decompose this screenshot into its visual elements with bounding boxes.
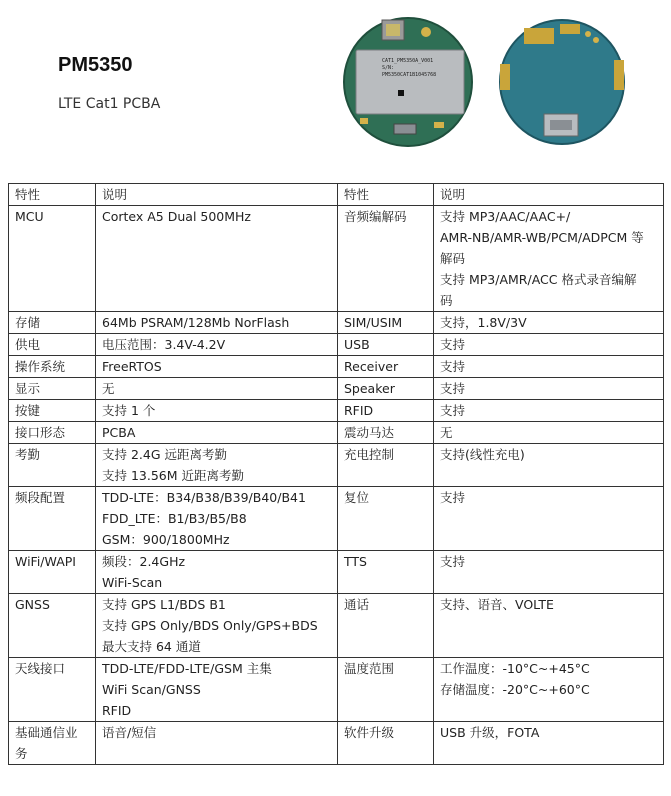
feature-name-cell: 软件升级: [338, 722, 434, 765]
feature-name-cell: 按键: [9, 400, 96, 422]
table-row: [9, 206, 664, 312]
table-row: [9, 487, 664, 551]
feature-desc-cell: [434, 551, 664, 594]
feature-desc-cell-line: 64Mb PSRAM/128Mb NorFlash: [102, 315, 290, 330]
feature-desc-cell: [96, 356, 338, 378]
feature-desc-cell-line: 支持: [440, 554, 466, 569]
feature-name-cell: 供电: [9, 334, 96, 356]
feature-desc-cell: [96, 594, 338, 658]
feature-desc-cell-line: FDD_LTE：B1/B3/B5/B8: [102, 511, 247, 526]
header-cell: 说明: [434, 184, 664, 206]
product-title: PM5350: [58, 54, 133, 76]
feature-name-cell: 通话: [338, 594, 434, 658]
feature-name-cell: MCU: [9, 206, 96, 312]
feature-desc-cell-line: 支持 GPS L1/BDS B1: [102, 597, 226, 612]
feature-name-cell: 显示: [9, 378, 96, 400]
feature-desc-cell-line: 无: [440, 425, 453, 440]
svg-text:PM5350CAT1B1045768: PM5350CAT1B1045768: [382, 72, 437, 78]
feature-desc-cell: [96, 400, 338, 422]
feature-desc-cell: [434, 658, 664, 722]
feature-name-cell: 温度范围: [338, 658, 434, 722]
feature-desc-cell-line: PCBA: [102, 425, 136, 440]
table-row: [9, 722, 664, 765]
feature-name-cell: TTS: [338, 551, 434, 594]
feature-name-cell: GNSS: [9, 594, 96, 658]
feature-desc-cell-line: 频段：2.4GHz: [102, 554, 186, 569]
feature-desc-cell-line: GSM：900/1800MHz: [102, 532, 230, 547]
table-row: [9, 444, 664, 487]
feature-desc-cell: [96, 658, 338, 722]
feature-desc-cell-line: 支持 MP3/AMR/ACC 格式录音编解: [440, 272, 637, 287]
feature-name-cell: 充电控制: [338, 444, 434, 487]
feature-name-cell: WiFi/WAPI: [9, 551, 96, 594]
table-row: [9, 334, 664, 356]
feature-name-cell: 复位: [338, 487, 434, 551]
feature-desc-cell: [96, 206, 338, 312]
table-row: [9, 658, 664, 722]
feature-desc-cell-line: WiFi Scan/GNSS: [102, 682, 201, 697]
feature-desc-cell: [434, 487, 664, 551]
feature-desc-cell-line: 支持 1 个: [102, 403, 156, 418]
table-row: [9, 400, 664, 422]
feature-desc-cell: [434, 312, 664, 334]
feature-name-cell: Receiver: [338, 356, 434, 378]
table-row: [9, 594, 664, 658]
feature-desc-cell: [96, 422, 338, 444]
feature-desc-cell: [96, 378, 338, 400]
header-cell: 特性: [338, 184, 434, 206]
feature-desc-cell: [96, 312, 338, 334]
feature-name-cell: 音频编解码: [338, 206, 434, 312]
feature-desc-cell: [96, 334, 338, 356]
feature-desc-cell: [434, 206, 664, 312]
feature-desc-cell-line: 无: [102, 381, 115, 396]
feature-desc-cell-line: 支持: [440, 403, 466, 418]
feature-name-cell: 天线接口: [9, 658, 96, 722]
feature-desc-cell: [434, 722, 664, 765]
feature-desc-cell: [96, 722, 338, 765]
feature-desc-cell-line: TDD-LTE：B34/B38/B39/B40/B41: [102, 490, 306, 505]
feature-desc-cell-line: 支持: [440, 490, 466, 505]
feature-desc-cell-line: USB 升级，FOTA: [440, 725, 540, 740]
pcba-back-photo: [492, 10, 632, 150]
feature-desc-cell-line: 支持，1.8V/3V: [440, 315, 527, 330]
feature-desc-cell-line: RFID: [102, 703, 132, 718]
svg-text:S/N:: S/N:: [382, 65, 395, 71]
feature-desc-cell-line: Cortex A5 Dual 500MHz: [102, 209, 251, 224]
feature-desc-cell: [434, 422, 664, 444]
feature-desc-cell-line: 支持: [440, 359, 466, 374]
feature-desc-cell: [434, 400, 664, 422]
feature-desc-cell: [96, 551, 338, 594]
product-subtitle: LTE Cat1 PCBA: [58, 96, 161, 112]
spec-table: [8, 183, 664, 765]
feature-name-cell: Speaker: [338, 378, 434, 400]
feature-desc-cell-line: 码: [440, 293, 453, 308]
feature-desc-cell: [434, 444, 664, 487]
feature-name-cell: USB: [338, 334, 434, 356]
feature-desc-cell-line: TDD-LTE/FDD-LTE/GSM 主集: [102, 661, 272, 676]
svg-text:CAT1_PM5350A_V001: CAT1_PM5350A_V001: [382, 58, 434, 64]
feature-name-cell: SIM/USIM: [338, 312, 434, 334]
header-cell: 特性: [9, 184, 96, 206]
feature-desc-cell-line: 支持 GPS Only/BDS Only/GPS+BDS: [102, 618, 318, 633]
feature-desc-cell: [434, 378, 664, 400]
feature-desc-cell: [96, 487, 338, 551]
table-row: [9, 356, 664, 378]
table-row: [9, 422, 664, 444]
feature-desc-cell-line: 电压范围：3.4V-4.2V: [102, 337, 226, 352]
feature-name-cell: 存储: [9, 312, 96, 334]
pcba-front-photo: [338, 10, 478, 150]
feature-desc-cell-line: FreeRTOS: [102, 359, 162, 374]
feature-desc-cell-line: AMR-NB/AMR-WB/PCM/ADPCM 等: [440, 230, 644, 245]
feature-desc-cell-line: 支持(线性充电): [440, 447, 525, 462]
feature-name-cell: 基础通信业务: [9, 722, 96, 765]
table-row: [9, 551, 664, 594]
feature-desc-cell: [434, 356, 664, 378]
feature-desc-cell-line: 最大支持 64 通道: [102, 639, 201, 654]
header-cell: 说明: [96, 184, 338, 206]
feature-desc-cell-line: 支持 MP3/AAC/AAC+/: [440, 209, 571, 224]
feature-desc-cell: [96, 444, 338, 487]
table-row: [9, 378, 664, 400]
table-row: [9, 312, 664, 334]
feature-desc-cell-line: 工作温度：-10°C~+45°C: [440, 661, 590, 676]
feature-name-cell: 频段配置: [9, 487, 96, 551]
feature-desc-cell-line: 支持: [440, 337, 466, 352]
feature-name-cell: 考勤: [9, 444, 96, 487]
feature-desc-cell-line: 解码: [440, 251, 466, 266]
feature-desc-cell-line: 存储温度：-20°C~+60°C: [440, 682, 590, 697]
feature-desc-cell-line: 支持 2.4G 远距离考勤: [102, 447, 228, 462]
table-header-row: [9, 184, 664, 206]
feature-desc-cell: [434, 594, 664, 658]
feature-name-cell: 操作系统: [9, 356, 96, 378]
feature-name-cell: RFID: [338, 400, 434, 422]
feature-desc-cell-line: 支持、语音、VOLTE: [440, 597, 554, 612]
feature-desc-cell-line: 支持: [440, 381, 466, 396]
feature-name-cell: 震动马达: [338, 422, 434, 444]
feature-name-cell: 接口形态: [9, 422, 96, 444]
feature-desc-cell-line: WiFi-Scan: [102, 575, 163, 590]
feature-desc-cell-line: 支持 13.56M 近距离考勤: [102, 468, 245, 483]
feature-desc-cell: [434, 334, 664, 356]
feature-desc-cell-line: 语音/短信: [102, 725, 157, 740]
